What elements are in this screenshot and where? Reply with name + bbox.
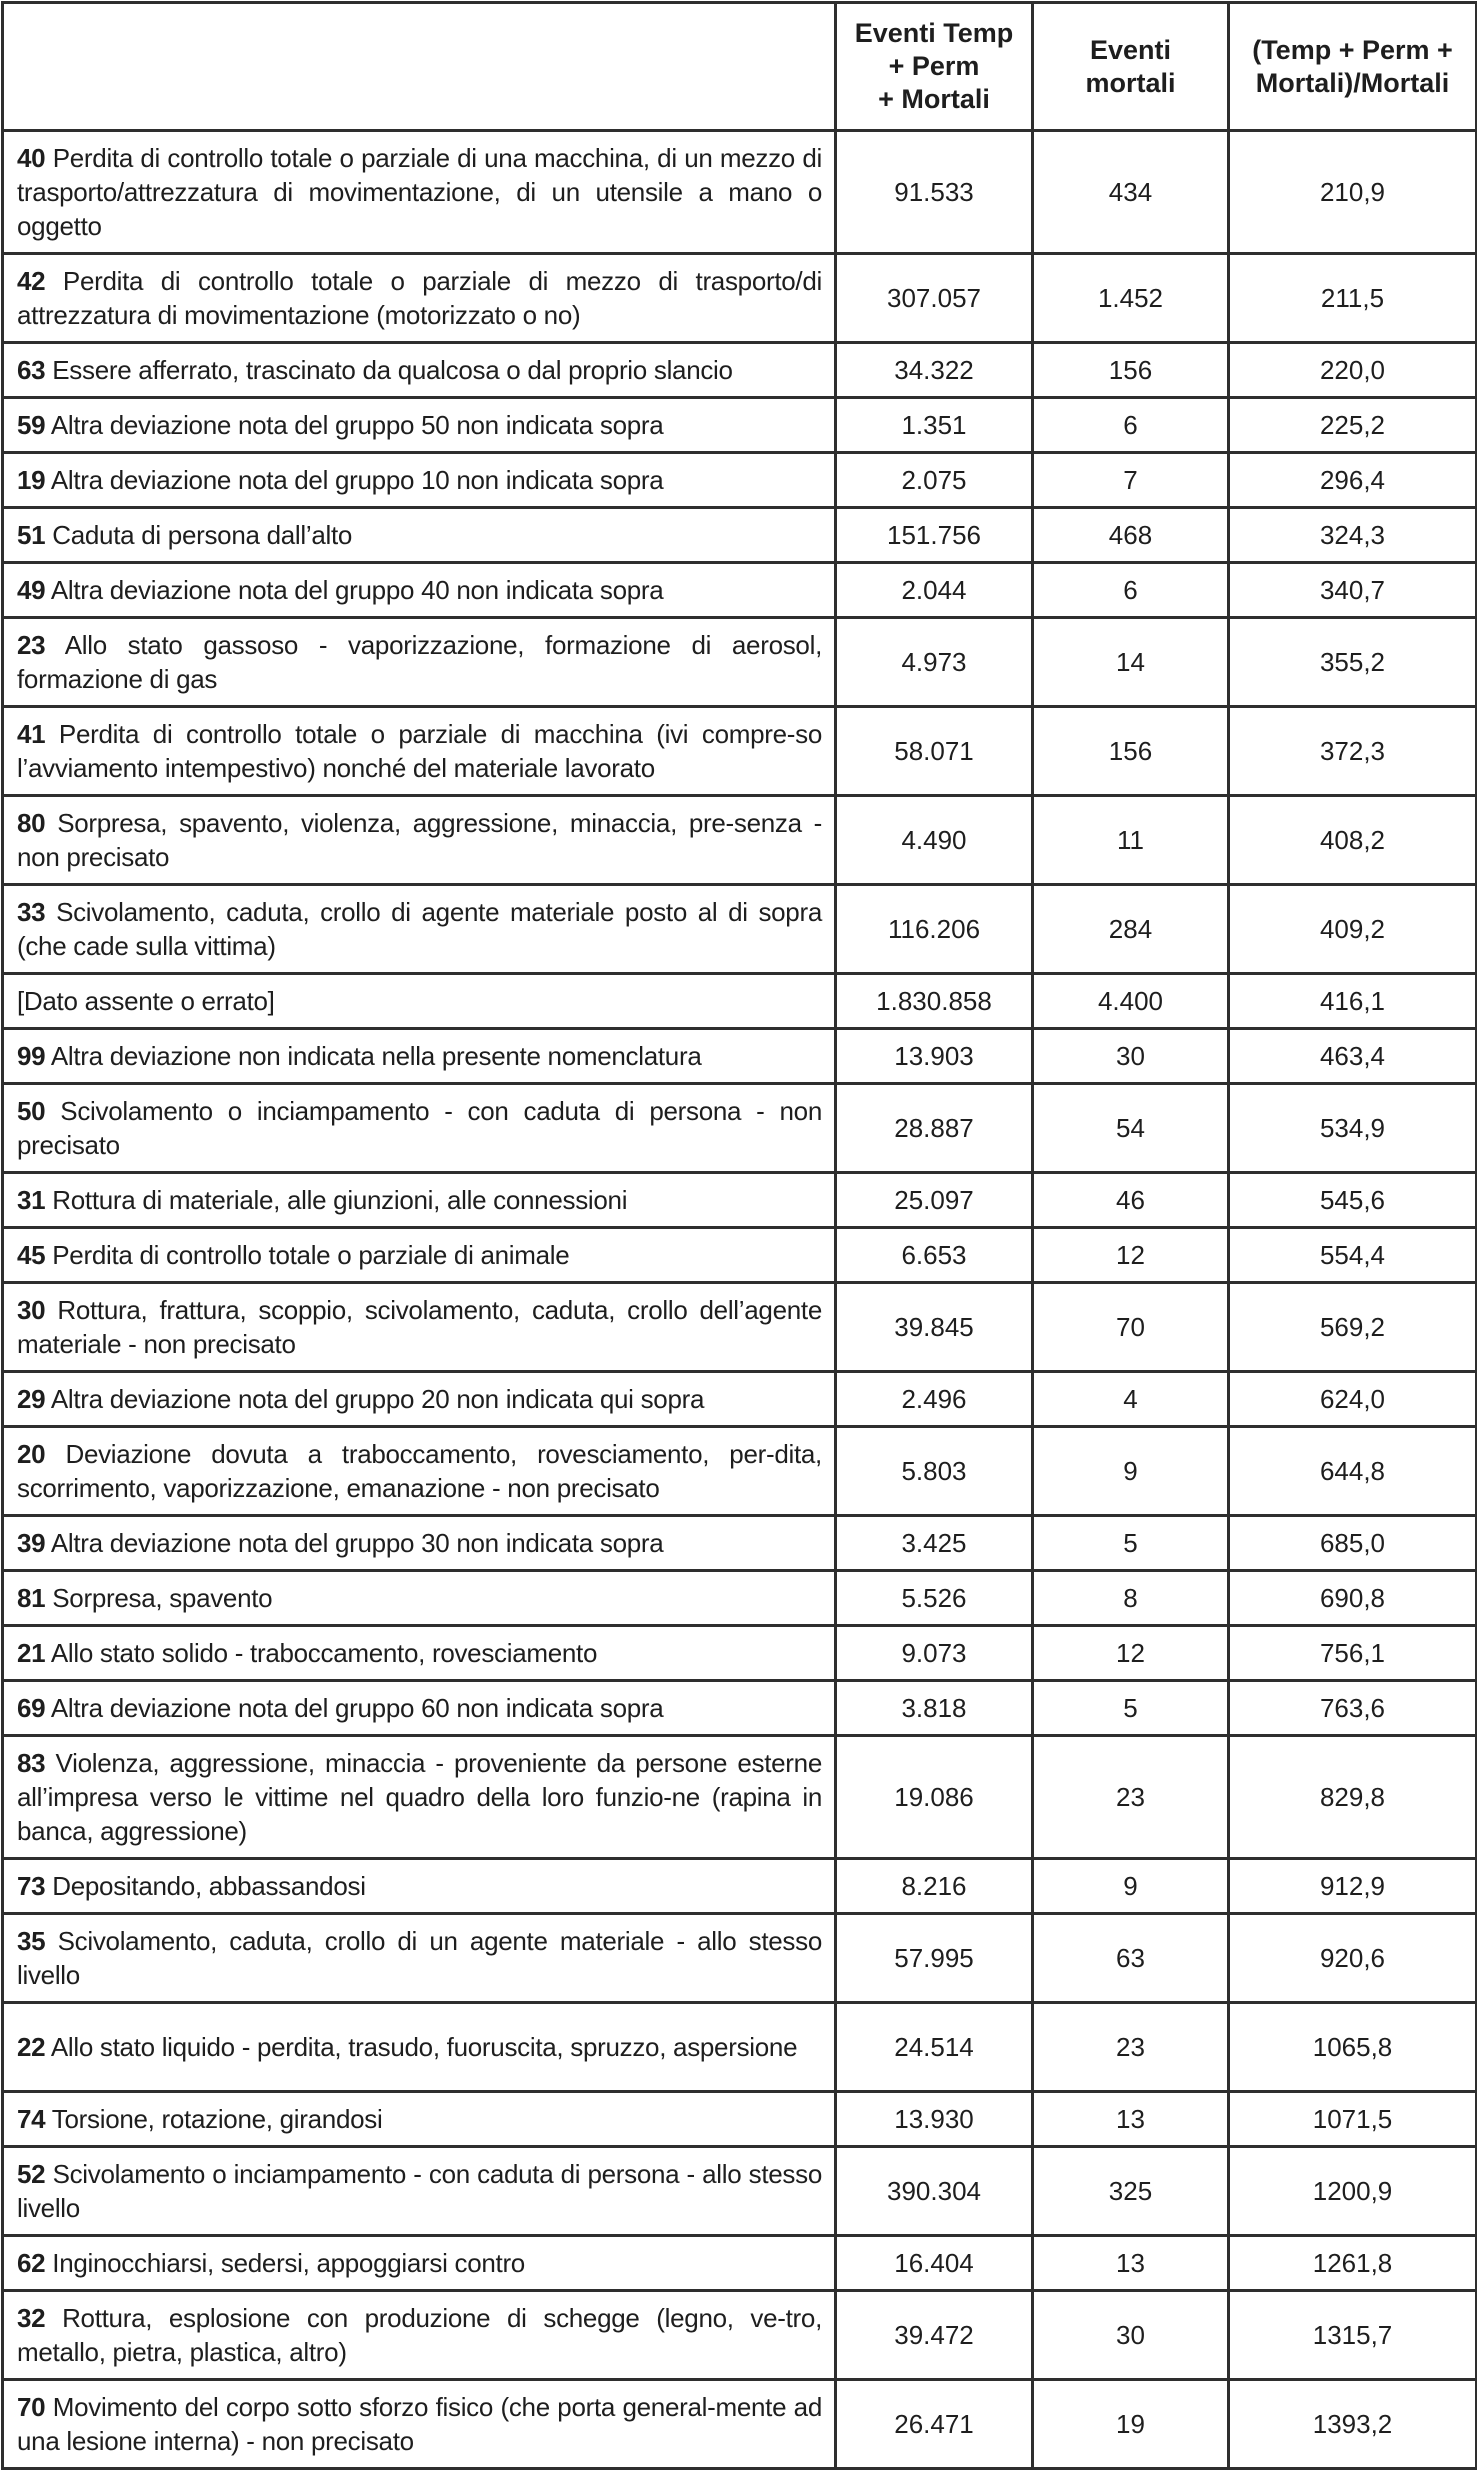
row-description: [3, 2147, 836, 2236]
total-events-cell: 1.351: [836, 398, 1033, 453]
deviation-code: 23: [17, 630, 46, 660]
ratio-cell: 829,8: [1229, 1736, 1477, 1859]
ratio-cell: 372,3: [1229, 707, 1477, 796]
deviation-code: 33: [17, 897, 46, 927]
fatal-events-cell: 23: [1033, 1736, 1229, 1859]
row-description: [3, 2380, 836, 2469]
header-description: [3, 3, 836, 131]
deviation-label: Rottura, frattura, scoppio, scivolamento, caduta, crollo dell’agente materiale - non precisato: [17, 1295, 822, 1359]
deviation-code: 81: [17, 1583, 46, 1613]
deviation-code: 45: [17, 1240, 46, 1270]
total-events-cell: 26.471: [836, 2380, 1033, 2469]
table-row: [3, 1914, 1477, 2003]
fatal-events-cell: 13: [1033, 2092, 1229, 2147]
total-events-cell: 151.756: [836, 508, 1033, 563]
row-description: [3, 2291, 836, 2380]
deviation-code: 52: [17, 2159, 46, 2189]
row-description: [3, 618, 836, 707]
fatal-events-cell: 156: [1033, 707, 1229, 796]
ratio-cell: 1315,7: [1229, 2291, 1477, 2380]
row-description: [3, 707, 836, 796]
table-row: [3, 2092, 1477, 2147]
fatal-events-cell: 5: [1033, 1516, 1229, 1571]
deviation-label: Scivolamento o inciampamento - con caduta di persona - allo stesso livello: [17, 2159, 822, 2223]
table-row: [3, 885, 1477, 974]
deviation-code: 35: [17, 1926, 46, 1956]
deviation-label: Depositando, abbassandosi: [52, 1871, 366, 1901]
deviation-label: Scivolamento, caduta, crollo di agente materiale posto al di sopra (che cade sulla vittima): [17, 897, 822, 961]
ratio-cell: 355,2: [1229, 618, 1477, 707]
deviation-code: 49: [17, 575, 46, 605]
total-events-cell: 25.097: [836, 1173, 1033, 1228]
table-row: [3, 563, 1477, 618]
fatal-events-cell: 12: [1033, 1626, 1229, 1681]
table-row: [3, 398, 1477, 453]
total-events-cell: 390.304: [836, 2147, 1033, 2236]
row-description: [3, 1427, 836, 1516]
fatal-events-cell: 6: [1033, 563, 1229, 618]
total-events-cell: 39.845: [836, 1283, 1033, 1372]
deviation-code: 62: [17, 2248, 46, 2278]
row-description: [3, 2236, 836, 2291]
row-description: [3, 1736, 836, 1859]
table-row: [3, 1084, 1477, 1173]
table-row: [3, 1372, 1477, 1427]
table-row: [3, 2003, 1477, 2092]
deviation-code: 22: [17, 2032, 46, 2062]
deviation-label: Inginocchiarsi, sedersi, appoggiarsi contro: [52, 2248, 525, 2278]
table-row: [3, 254, 1477, 343]
fatal-events-cell: 8: [1033, 1571, 1229, 1626]
deviation-code: 20: [17, 1439, 46, 1469]
deviation-label: Allo stato liquido - perdita, trasudo, fuoruscita, spruzzo, aspersione: [50, 2032, 798, 2062]
row-description: [3, 1681, 836, 1736]
deviation-code: 41: [17, 719, 46, 749]
table-row: [3, 508, 1477, 563]
ratio-cell: 463,4: [1229, 1029, 1477, 1084]
deviation-label: Altra deviazione nota del gruppo 30 non indicata sopra: [50, 1528, 664, 1558]
fatal-events-cell: 1.452: [1033, 254, 1229, 343]
fatal-events-cell: 5: [1033, 1681, 1229, 1736]
table-row: [3, 343, 1477, 398]
deviation-code: 42: [17, 266, 46, 296]
total-events-cell: 4.490: [836, 796, 1033, 885]
total-events-cell: 8.216: [836, 1859, 1033, 1914]
total-events-cell: 24.514: [836, 2003, 1033, 2092]
fatal-events-cell: 46: [1033, 1173, 1229, 1228]
row-description: [3, 254, 836, 343]
ratio-cell: 569,2: [1229, 1283, 1477, 1372]
row-description: [3, 453, 836, 508]
table-row: [3, 1283, 1477, 1372]
table-row: [3, 1571, 1477, 1626]
fatal-events-cell: 11: [1033, 796, 1229, 885]
table-row: [3, 1427, 1477, 1516]
deviation-label: Altra deviazione nota del gruppo 20 non indicata qui sopra: [50, 1384, 705, 1414]
fatal-events-cell: 156: [1033, 343, 1229, 398]
deviation-label: Allo stato solido - traboccamento, rovesciamento: [50, 1638, 598, 1668]
header-row: [3, 3, 1477, 131]
deviation-label: Altra deviazione non indicata nella presente nomenclatura: [50, 1041, 702, 1071]
fatal-events-cell: 9: [1033, 1427, 1229, 1516]
total-events-cell: 57.995: [836, 1914, 1033, 2003]
deviation-code: 63: [17, 355, 46, 385]
fatal-events-cell: 434: [1033, 131, 1229, 254]
fatal-events-cell: 19: [1033, 2380, 1229, 2469]
deviation-code: 69: [17, 1693, 46, 1723]
ratio-cell: 416,1: [1229, 974, 1477, 1029]
fatal-events-cell: 23: [1033, 2003, 1229, 2092]
total-events-cell: 2.496: [836, 1372, 1033, 1427]
deviation-code: 73: [17, 1871, 46, 1901]
row-description: [3, 1859, 836, 1914]
ratio-cell: 756,1: [1229, 1626, 1477, 1681]
row-description: [3, 131, 836, 254]
deviation-code: 80: [17, 808, 46, 838]
table-row: [3, 131, 1477, 254]
row-description: [3, 1626, 836, 1681]
total-events-cell: 3.818: [836, 1681, 1033, 1736]
deviation-label: Altra deviazione nota del gruppo 40 non indicata sopra: [50, 575, 664, 605]
ratio-cell: 409,2: [1229, 885, 1477, 974]
row-description: [3, 1084, 836, 1173]
row-description: [3, 1914, 836, 2003]
deviation-code: 31: [17, 1185, 46, 1215]
ratio-cell: 763,6: [1229, 1681, 1477, 1736]
total-events-cell: 39.472: [836, 2291, 1033, 2380]
header-fatal-events: Eventi mortali: [1033, 3, 1229, 131]
fatal-events-cell: 6: [1033, 398, 1229, 453]
fatal-events-cell: 13: [1033, 2236, 1229, 2291]
header-ratio: (Temp + Perm + Mortali)/Mortali: [1229, 3, 1477, 131]
total-events-cell: 28.887: [836, 1084, 1033, 1173]
ratio-cell: 644,8: [1229, 1427, 1477, 1516]
fatal-events-cell: 30: [1033, 1029, 1229, 1084]
table-row: [3, 1736, 1477, 1859]
row-description: [3, 1173, 836, 1228]
deviation-code: 32: [17, 2303, 46, 2333]
row-description: [3, 343, 836, 398]
row-description: [3, 974, 836, 1029]
ratio-cell: 534,9: [1229, 1084, 1477, 1173]
deviation-label: Violenza, aggressione, minaccia - proveniente da persone esterne all’impresa verso le vittime nel quadro della loro funzio-ne (rapina in banca, aggressione): [17, 1748, 822, 1846]
row-description: [3, 508, 836, 563]
deviation-code: 99: [17, 1041, 46, 1071]
fatal-events-cell: 4: [1033, 1372, 1229, 1427]
total-events-cell: 91.533: [836, 131, 1033, 254]
row-description: [3, 2003, 836, 2092]
total-events-cell: 2.075: [836, 453, 1033, 508]
fatal-events-cell: 325: [1033, 2147, 1229, 2236]
table-row: [3, 707, 1477, 796]
total-events-cell: 34.322: [836, 343, 1033, 398]
ratio-cell: 340,7: [1229, 563, 1477, 618]
deviation-label: Perdita di controllo totale o parziale di animale: [52, 1240, 570, 1270]
row-description: [3, 2092, 836, 2147]
ratio-cell: 210,9: [1229, 131, 1477, 254]
table-row: [3, 2236, 1477, 2291]
header-total-events: Eventi Temp + Perm + Mortali: [836, 3, 1033, 131]
deviation-label: Altra deviazione nota del gruppo 60 non indicata sopra: [50, 1693, 664, 1723]
row-description: [3, 1029, 836, 1084]
deviation-label: Perdita di controllo totale o parziale di una macchina, di un mezzo di trasporto/attrezzatura di movimentazione, di un utensile a mano o oggetto: [17, 143, 822, 241]
deviation-label: Rottura, esplosione con produzione di schegge (legno, ve-tro, metallo, pietra, plastica, altro): [17, 2303, 822, 2367]
fatal-events-cell: 468: [1033, 508, 1229, 563]
row-description: [3, 1372, 836, 1427]
fatal-events-cell: 63: [1033, 1914, 1229, 2003]
deviation-label: Rottura di materiale, alle giunzioni, alle connessioni: [52, 1185, 628, 1215]
ratio-cell: 685,0: [1229, 1516, 1477, 1571]
deviation-code: 19: [17, 465, 46, 495]
deviation-code: 40: [17, 143, 46, 173]
total-events-cell: 58.071: [836, 707, 1033, 796]
ratio-cell: 624,0: [1229, 1372, 1477, 1427]
total-events-cell: 19.086: [836, 1736, 1033, 1859]
table-row: [3, 2291, 1477, 2380]
ratio-cell: 920,6: [1229, 1914, 1477, 2003]
row-description: [3, 1283, 836, 1372]
table-row: [3, 453, 1477, 508]
table-row: [3, 2147, 1477, 2236]
total-events-cell: 3.425: [836, 1516, 1033, 1571]
deviation-label: Scivolamento, caduta, crollo di un agente materiale - allo stesso livello: [17, 1926, 822, 1990]
ratio-cell: 545,6: [1229, 1173, 1477, 1228]
total-events-cell: 5.526: [836, 1571, 1033, 1626]
deviation-code: 50: [17, 1096, 46, 1126]
table-row: [3, 2380, 1477, 2469]
deviation-code: 51: [17, 520, 46, 550]
deviation-code: 29: [17, 1384, 46, 1414]
deviation-label: Caduta di persona dall’alto: [52, 520, 353, 550]
table-row: [3, 1626, 1477, 1681]
row-description: [3, 1571, 836, 1626]
total-events-cell: 9.073: [836, 1626, 1033, 1681]
deviation-label: Perdita di controllo totale o parziale di mezzo di trasporto/di attrezzatura di movimentazione (motorizzato o no): [17, 266, 822, 330]
deviation-label: [Dato assente o errato]: [17, 986, 275, 1016]
ratio-cell: 324,3: [1229, 508, 1477, 563]
fatal-events-cell: 7: [1033, 453, 1229, 508]
ratio-cell: 220,0: [1229, 343, 1477, 398]
fatal-events-cell: 4.400: [1033, 974, 1229, 1029]
total-events-cell: 5.803: [836, 1427, 1033, 1516]
row-description: [3, 796, 836, 885]
table-row: [3, 1029, 1477, 1084]
table-row: [3, 1681, 1477, 1736]
deviation-label: Essere afferrato, trascinato da qualcosa o dal proprio slancio: [52, 355, 733, 385]
total-events-cell: 13.903: [836, 1029, 1033, 1084]
fatal-events-cell: 9: [1033, 1859, 1229, 1914]
deviation-label: Torsione, rotazione, girandosi: [51, 2104, 383, 2134]
deviation-code: 39: [17, 1528, 46, 1558]
table-row: [3, 796, 1477, 885]
deviation-code: 74: [17, 2104, 46, 2134]
fatal-events-cell: 12: [1033, 1228, 1229, 1283]
row-description: [3, 563, 836, 618]
ratio-cell: 408,2: [1229, 796, 1477, 885]
deviation-label: Allo stato gassoso - vaporizzazione, formazione di aerosol, formazione di gas: [17, 630, 822, 694]
fatal-events-cell: 14: [1033, 618, 1229, 707]
deviation-label: Movimento del corpo sotto sforzo fisico (che porta general-mente ad una lesione interna) - non precisato: [17, 2392, 822, 2456]
total-events-cell: 2.044: [836, 563, 1033, 618]
table-row: [3, 618, 1477, 707]
deviation-table: [1, 1, 1477, 2470]
ratio-cell: 1200,9: [1229, 2147, 1477, 2236]
deviation-label: Sorpresa, spavento, violenza, aggressione, minaccia, pre-senza - non precisato: [17, 808, 822, 872]
ratio-cell: 225,2: [1229, 398, 1477, 453]
deviation-code: 83: [17, 1748, 46, 1778]
ratio-cell: 912,9: [1229, 1859, 1477, 1914]
total-events-cell: 307.057: [836, 254, 1033, 343]
ratio-cell: 211,5: [1229, 254, 1477, 343]
ratio-cell: 1071,5: [1229, 2092, 1477, 2147]
fatal-events-cell: 284: [1033, 885, 1229, 974]
ratio-cell: 554,4: [1229, 1228, 1477, 1283]
deviation-label: Altra deviazione nota del gruppo 10 non indicata sopra: [50, 465, 664, 495]
ratio-cell: 1261,8: [1229, 2236, 1477, 2291]
table-row: [3, 1228, 1477, 1283]
deviation-label: Scivolamento o inciampamento - con caduta di persona - non precisato: [17, 1096, 822, 1160]
table-row: [3, 1173, 1477, 1228]
fatal-events-cell: 30: [1033, 2291, 1229, 2380]
total-events-cell: 116.206: [836, 885, 1033, 974]
table-row: [3, 974, 1477, 1029]
ratio-cell: 1065,8: [1229, 2003, 1477, 2092]
deviation-label: Sorpresa, spavento: [52, 1583, 273, 1613]
deviation-code: 70: [17, 2392, 46, 2422]
ratio-cell: 296,4: [1229, 453, 1477, 508]
total-events-cell: 16.404: [836, 2236, 1033, 2291]
total-events-cell: 6.653: [836, 1228, 1033, 1283]
row-description: [3, 1228, 836, 1283]
row-description: [3, 1516, 836, 1571]
deviation-label: Deviazione dovuta a traboccamento, rovesciamento, per-dita, scorrimento, vaporizzazione, emanazione - non precisato: [17, 1439, 822, 1503]
total-events-cell: 4.973: [836, 618, 1033, 707]
ratio-cell: 690,8: [1229, 1571, 1477, 1626]
deviation-label: Altra deviazione nota del gruppo 50 non indicata sopra: [50, 410, 664, 440]
total-events-cell: 1.830.858: [836, 974, 1033, 1029]
deviation-label: Perdita di controllo totale o parziale di macchina (ivi compre-so l’avviamento intempestivo) nonché del materiale lavorato: [17, 719, 822, 783]
table-row: [3, 1516, 1477, 1571]
row-description: [3, 398, 836, 453]
ratio-cell: 1393,2: [1229, 2380, 1477, 2469]
table-row: [3, 1859, 1477, 1914]
deviation-code: 30: [17, 1295, 46, 1325]
total-events-cell: 13.930: [836, 2092, 1033, 2147]
fatal-events-cell: 70: [1033, 1283, 1229, 1372]
deviation-code: 21: [17, 1638, 46, 1668]
row-description: [3, 885, 836, 974]
deviation-code: 59: [17, 410, 46, 440]
fatal-events-cell: 54: [1033, 1084, 1229, 1173]
